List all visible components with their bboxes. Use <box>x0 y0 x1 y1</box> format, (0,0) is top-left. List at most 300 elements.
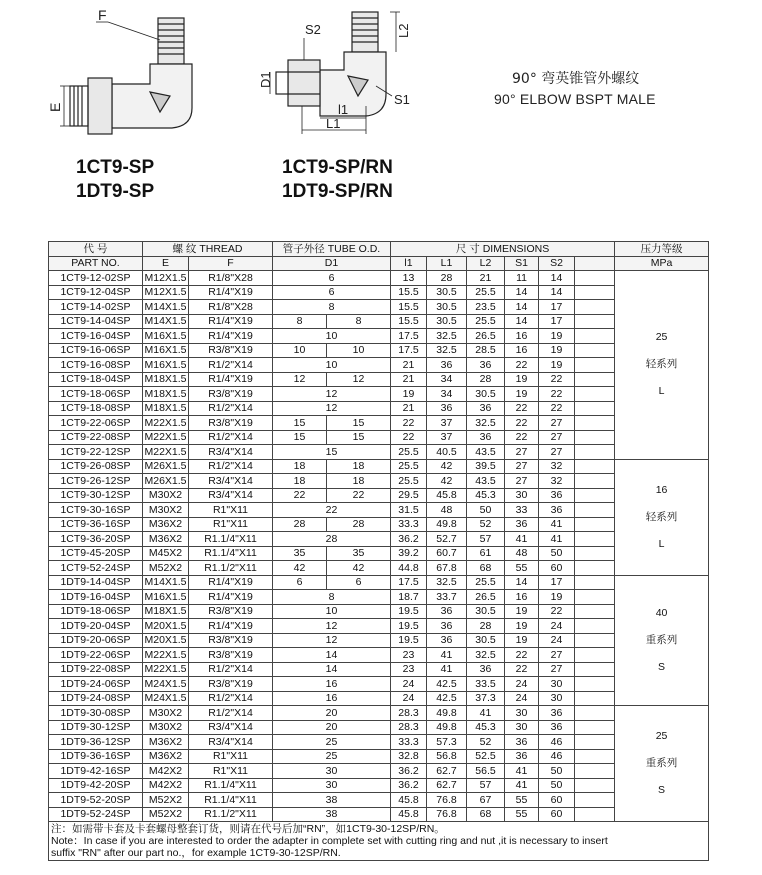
cell-thread-f: R1/4"X19 <box>189 619 273 634</box>
cell-s2: 17 <box>539 575 575 590</box>
cell-l2: 32.5 <box>467 416 505 431</box>
cell-l2: 39.5 <box>467 459 505 474</box>
cell-l1-small: 45.8 <box>391 807 427 822</box>
cell-d1: 12 <box>273 387 391 402</box>
cell-s1: 27 <box>505 474 539 489</box>
cell-l1: 49.8 <box>427 706 467 721</box>
cell-part-no: 1CT9-12-02SP <box>49 271 143 286</box>
cell-s2: 46 <box>539 735 575 750</box>
header-s1: S1 <box>505 256 539 271</box>
header-d1: D1 <box>273 256 391 271</box>
cell-l2: 61 <box>467 546 505 561</box>
cell-blank <box>575 488 615 503</box>
cell-s1: 41 <box>505 778 539 793</box>
header-pressure-unit: MPa <box>615 256 709 271</box>
cell-blank <box>575 590 615 605</box>
cell-thread-f: R1/8"X28 <box>189 271 273 286</box>
cell-d1: 20 <box>273 706 391 721</box>
cell-l1-small: 33.3 <box>391 517 427 532</box>
cell-thread-f: R1.1/4"X11 <box>189 546 273 561</box>
cell-l2: 32.5 <box>467 648 505 663</box>
cell-blank <box>575 314 615 329</box>
drawing-label-l1: L1 <box>326 116 341 131</box>
cell-d1-b: 22 <box>327 488 391 503</box>
cell-part-no: 1CT9-52-24SP <box>49 561 143 576</box>
cell-blank <box>575 546 615 561</box>
table-row <box>49 561 709 576</box>
cell-l2: 56.5 <box>467 764 505 779</box>
cell-thread-f: R3/8"X19 <box>189 387 273 402</box>
cell-thread-f: R3/8"X19 <box>189 343 273 358</box>
cell-d1-b: 35 <box>327 546 391 561</box>
cell-thread-f: R1/4"X19 <box>189 314 273 329</box>
cell-l1: 56.8 <box>427 749 467 764</box>
cell-s2: 19 <box>539 590 575 605</box>
cell-d1: 15 <box>273 445 391 460</box>
cell-s2: 24 <box>539 619 575 634</box>
pressure-group-cell <box>615 271 709 460</box>
cell-thread-f: R1"X11 <box>189 517 273 532</box>
cell-s2: 14 <box>539 285 575 300</box>
cell-l1-small: 36.2 <box>391 778 427 793</box>
cell-l1-small: 39.2 <box>391 546 427 561</box>
cell-l1-small: 15.5 <box>391 300 427 315</box>
cell-thread-e: M16X1.5 <box>144 358 187 371</box>
cell-l2: 25.5 <box>467 575 505 590</box>
cell-part-no: 1CT9-18-06SP <box>49 387 143 402</box>
cell-thread-f: R1.1/4"X11 <box>189 778 273 793</box>
cell-d1-b: 18 <box>327 459 391 474</box>
cell-l1-small: 19.5 <box>391 633 427 648</box>
cell-l1-small: 44.8 <box>391 561 427 576</box>
cell-l1-small: 32.8 <box>391 749 427 764</box>
cell-s2: 17 <box>539 300 575 315</box>
cell-l1: 60.7 <box>427 546 467 561</box>
cell-blank <box>575 372 615 387</box>
cell-l2: 23.5 <box>467 300 505 315</box>
cell-s2: 32 <box>539 459 575 474</box>
cell-thread-f: R1/2"X14 <box>189 459 273 474</box>
cell-d1-b: 10 <box>327 343 391 358</box>
cell-d1-b: 28 <box>327 517 391 532</box>
table-row <box>49 285 709 300</box>
pressure-group-cell <box>615 706 709 822</box>
pressure-series-cn: 轻系列 <box>645 510 678 523</box>
cell-thread-f: R1.1/4"X11 <box>189 532 273 547</box>
cell-thread-e: M16X1.5 <box>144 329 187 342</box>
cell-l1-small: 33.3 <box>391 735 427 750</box>
cell-l1-small: 17.5 <box>391 343 427 358</box>
cell-l2: 36 <box>467 358 505 373</box>
cell-l1-small: 25.5 <box>391 474 427 489</box>
cell-d1: 14 <box>273 648 391 663</box>
cell-thread-e: M18X1.5 <box>144 373 187 386</box>
cell-thread-e: M52X2 <box>143 793 189 808</box>
cell-blank <box>575 300 615 315</box>
cell-blank <box>575 343 615 358</box>
cell-thread-f: R1/2"X14 <box>189 358 273 373</box>
cell-l1: 36 <box>427 633 467 648</box>
title-chinese: 90° 弯英锥管外螺纹 <box>512 71 640 87</box>
cell-l2: 36 <box>467 662 505 677</box>
cell-part-no: 1CT9-45-20SP <box>49 546 143 561</box>
cell-part-no: 1CT9-18-04SP <box>49 372 143 387</box>
cell-d1: 25 <box>273 735 391 750</box>
cell-s1: 16 <box>505 343 539 358</box>
cell-l1: 62.7 <box>427 778 467 793</box>
cell-blank <box>575 778 615 793</box>
cell-thread-f: R3/4"X14 <box>189 720 273 735</box>
cell-thread-f: R1/4"X19 <box>189 329 273 344</box>
cell-s1: 41 <box>505 764 539 779</box>
table-row <box>49 271 709 286</box>
cell-s2: 22 <box>539 604 575 619</box>
cell-d1: 30 <box>273 764 391 779</box>
cell-thread-e: M52X2 <box>143 561 189 576</box>
header-e: E <box>143 256 189 271</box>
cell-thread-e: M18X1.5 <box>144 605 187 618</box>
cell-l1: 28 <box>427 271 467 286</box>
cell-d1: 14 <box>273 662 391 677</box>
cell-s1: 30 <box>505 706 539 721</box>
note-cn: 注：如需带卡套及卡套螺母整套订货，则请在代号后加“RN”，如1CT9-30-12SP/RN。 <box>51 823 445 835</box>
pressure-series-cn: 轻系列 <box>645 358 678 371</box>
header-thread: 螺 纹 THREAD <box>143 242 273 257</box>
cell-s1: 22 <box>505 358 539 373</box>
table-row <box>49 677 709 692</box>
cell-blank <box>575 445 615 460</box>
cell-l1-small: 23 <box>391 648 427 663</box>
cell-l2: 25.5 <box>467 314 505 329</box>
cell-l2: 26.5 <box>467 590 505 605</box>
cell-l1: 34 <box>427 387 467 402</box>
cell-l2: 68 <box>467 561 505 576</box>
header-code-cn: 代 号 <box>49 242 143 257</box>
cell-s1: 22 <box>505 416 539 431</box>
cell-l2: 30.5 <box>467 604 505 619</box>
cell-d1: 6 <box>273 271 391 286</box>
cell-part-no: 1DT9-52-24SP <box>49 807 143 822</box>
drawing-label-e: E <box>47 102 63 112</box>
cell-l1-small: 36.2 <box>391 764 427 779</box>
cell-s2: 19 <box>539 358 575 373</box>
pressure-series-code: S <box>658 784 666 796</box>
cell-l2: 28.5 <box>467 343 505 358</box>
cell-s1: 22 <box>505 430 539 445</box>
cell-d1-a: 18 <box>273 459 327 474</box>
cell-s2: 36 <box>539 503 575 518</box>
part-label-right <box>282 156 393 204</box>
table-row <box>49 720 709 735</box>
note-en-line1: Note：In case if you are interested to order the adapter in complete set with cutting ring and nut ,it is necessary to insert <box>51 835 608 847</box>
cell-l1-small: 21 <box>391 401 427 416</box>
cell-s1: 14 <box>505 285 539 300</box>
cell-s2: 41 <box>539 532 575 547</box>
table-row <box>49 575 709 590</box>
cell-part-no: 1DT9-52-20SP <box>49 793 143 808</box>
cell-s1: 48 <box>505 546 539 561</box>
table-row <box>49 300 709 315</box>
cell-l1-small: 29.5 <box>391 488 427 503</box>
cell-l1: 42 <box>427 474 467 489</box>
cell-blank <box>575 749 615 764</box>
drawing-label-s2: S2 <box>305 22 321 37</box>
part-code-1dt9-sp: 1DT9-SP <box>76 181 155 202</box>
cell-l2: 43.5 <box>467 445 505 460</box>
cell-part-no: 1DT9-16-04SP <box>49 590 143 605</box>
cell-s2: 24 <box>539 633 575 648</box>
spec-table-container <box>48 241 708 861</box>
cell-thread-f: R3/8"X19 <box>189 416 273 431</box>
header-tube: 管子外径 TUBE O.D. <box>273 242 391 257</box>
cell-l1-small: 24 <box>391 691 427 706</box>
cell-d1: 10 <box>273 604 391 619</box>
cell-s1: 19 <box>505 372 539 387</box>
cell-l1: 48 <box>427 503 467 518</box>
header-f: F <box>189 256 273 271</box>
table-row <box>49 387 709 402</box>
pressure-series-code: L <box>658 537 665 550</box>
cell-d1: 20 <box>273 720 391 735</box>
drawing-label-l1-small: l1 <box>338 102 349 117</box>
header-row-1 <box>49 242 709 257</box>
cell-part-no: 1CT9-16-06SP <box>49 343 143 358</box>
cell-thread-e: M36X2 <box>143 517 189 532</box>
cell-s1: 16 <box>505 590 539 605</box>
header-l1-small: l1 <box>391 256 427 271</box>
cell-s2: 60 <box>539 793 575 808</box>
cell-s1: 41 <box>505 532 539 547</box>
cell-thread-e: M36X2 <box>143 735 189 750</box>
cell-l1: 45.8 <box>427 488 467 503</box>
cell-s1: 30 <box>505 488 539 503</box>
cell-l1: 62.7 <box>427 764 467 779</box>
cell-blank <box>575 720 615 735</box>
cell-blank <box>575 793 615 808</box>
cell-thread-f: R1"X11 <box>189 764 273 779</box>
cell-s1: 36 <box>505 517 539 532</box>
cell-blank <box>575 633 615 648</box>
table-row <box>49 416 709 431</box>
title-english: 90° ELBOW BSPT MALE <box>494 91 656 107</box>
cell-l2: 33.5 <box>467 677 505 692</box>
cell-s2: 27 <box>539 662 575 677</box>
header-pressure-cn: 压力等级 <box>615 242 709 257</box>
cell-l1-small: 19 <box>391 387 427 402</box>
cell-l1-small: 28.3 <box>391 706 427 721</box>
cell-l1: 34 <box>427 372 467 387</box>
cell-d1-a: 6 <box>273 575 327 590</box>
cell-l1-small: 25.5 <box>391 459 427 474</box>
cell-l2: 41 <box>467 706 505 721</box>
cell-part-no: 1CT9-14-04SP <box>49 314 143 329</box>
cell-part-no: 1CT9-36-20SP <box>49 532 143 547</box>
cell-l2: 43.5 <box>467 474 505 489</box>
cell-l2: 30.5 <box>467 633 505 648</box>
cell-d1-b: 15 <box>327 430 391 445</box>
cell-l1: 36 <box>427 604 467 619</box>
cell-d1: 28 <box>273 532 391 547</box>
cell-s2: 17 <box>539 314 575 329</box>
cell-s1: 16 <box>505 329 539 344</box>
cell-s2: 36 <box>539 706 575 721</box>
cell-thread-e: M52X2 <box>143 807 189 822</box>
cell-l1: 41 <box>427 662 467 677</box>
cell-blank <box>575 517 615 532</box>
cell-d1: 10 <box>273 329 391 344</box>
cell-d1-a: 22 <box>273 488 327 503</box>
cell-s2: 60 <box>539 807 575 822</box>
cell-thread-f: R1/4"X19 <box>189 285 273 300</box>
cell-l1: 40.5 <box>427 445 467 460</box>
cell-l2: 28 <box>467 372 505 387</box>
cell-s1: 19 <box>505 604 539 619</box>
table-row <box>49 764 709 779</box>
table-row <box>49 706 709 721</box>
table-row <box>49 488 709 503</box>
cell-l1-small: 22 <box>391 416 427 431</box>
cell-l1-small: 36.2 <box>391 532 427 547</box>
cell-thread-e: M22X1.5 <box>144 445 187 458</box>
cell-l2: 25.5 <box>467 285 505 300</box>
cell-s2: 27 <box>539 416 575 431</box>
cell-d1: 12 <box>273 633 391 648</box>
cell-s1: 22 <box>505 401 539 416</box>
cell-part-no: 1DT9-20-04SP <box>49 619 143 634</box>
table-row <box>49 633 709 648</box>
cell-l1: 36 <box>427 358 467 373</box>
pressure-value: 25 <box>655 730 668 742</box>
part-code-1ct9-sp-rn: 1CT9-SP/RN <box>282 157 393 178</box>
cell-thread-f: R1/2"X14 <box>189 430 273 445</box>
cell-part-no: 1DT9-20-06SP <box>49 633 143 648</box>
cell-s2: 36 <box>539 720 575 735</box>
cell-l2: 45.3 <box>467 488 505 503</box>
header-blank <box>575 256 615 271</box>
cell-thread-f: R1"X11 <box>189 749 273 764</box>
cell-d1-b: 15 <box>327 416 391 431</box>
cell-part-no: 1CT9-36-16SP <box>49 517 143 532</box>
cell-thread-e: M14X1.5 <box>144 300 187 313</box>
cell-d1: 6 <box>273 285 391 300</box>
cell-l1: 32.5 <box>427 343 467 358</box>
cell-d1-b: 18 <box>327 474 391 489</box>
cell-thread-e: M24X1.5 <box>144 692 187 705</box>
cell-part-no: 1CT9-26-08SP <box>49 459 143 474</box>
cell-thread-f: R1.1/4"X11 <box>189 793 273 808</box>
cell-d1-a: 8 <box>273 314 327 329</box>
cell-l1: 32.5 <box>427 575 467 590</box>
note-row <box>49 822 709 861</box>
cell-s2: 30 <box>539 677 575 692</box>
cell-l1: 30.5 <box>427 285 467 300</box>
cell-thread-f: R1"X11 <box>189 503 273 518</box>
cell-s2: 36 <box>539 488 575 503</box>
cell-l1-small: 19.5 <box>391 619 427 634</box>
pressure-group-cell <box>615 459 709 575</box>
cell-d1: 16 <box>273 691 391 706</box>
cell-l1: 49.8 <box>427 720 467 735</box>
cell-part-no: 1DT9-36-12SP <box>49 735 143 750</box>
cell-l2: 57 <box>467 532 505 547</box>
cell-blank <box>575 416 615 431</box>
cell-l1: 67.8 <box>427 561 467 576</box>
cell-part-no: 1CT9-22-06SP <box>49 416 143 431</box>
table-row <box>49 662 709 677</box>
cell-blank <box>575 604 615 619</box>
note-cell <box>49 822 709 861</box>
cell-l1: 57.3 <box>427 735 467 750</box>
cell-d1: 10 <box>273 358 391 373</box>
cell-l1-small: 21 <box>391 372 427 387</box>
cell-thread-e: M12X1.5 <box>144 271 187 284</box>
cell-blank <box>575 532 615 547</box>
part-label-left <box>76 156 154 204</box>
cell-l2: 36 <box>467 430 505 445</box>
cell-l1: 37 <box>427 430 467 445</box>
part-code-1ct9-sp: 1CT9-SP <box>76 157 155 178</box>
cell-thread-e: M30X2 <box>143 503 189 518</box>
cell-thread-f: R1/4"X19 <box>189 575 273 590</box>
cell-s2: 46 <box>539 749 575 764</box>
cell-d1: 16 <box>273 677 391 692</box>
cell-part-no: 1DT9-42-16SP <box>49 764 143 779</box>
cell-thread-f: R3/8"X19 <box>189 648 273 663</box>
cell-blank <box>575 677 615 692</box>
cell-l1: 49.8 <box>427 517 467 532</box>
cell-blank <box>575 271 615 286</box>
cell-part-no: 1CT9-14-02SP <box>49 300 143 315</box>
cell-thread-e: M30X2 <box>143 488 189 503</box>
part-code-1dt9-sp-rn: 1DT9-SP/RN <box>282 181 393 202</box>
cell-l2: 52 <box>467 517 505 532</box>
header-dimensions: 尺 寸 DIMENSIONS <box>391 242 615 257</box>
table-row <box>49 590 709 605</box>
cell-thread-f: R1/2"X14 <box>189 401 273 416</box>
cell-thread-e: M45X2 <box>143 546 189 561</box>
table-row <box>49 372 709 387</box>
table-row <box>49 619 709 634</box>
cell-s2: 22 <box>539 401 575 416</box>
pressure-series-code: L <box>658 385 665 398</box>
cell-d1: 12 <box>273 619 391 634</box>
cell-thread-f: R3/8"X19 <box>189 677 273 692</box>
drawing-label-d1: D1 <box>258 71 273 88</box>
pressure-value: 16 <box>655 483 668 496</box>
cell-l2: 52 <box>467 735 505 750</box>
cell-s1: 55 <box>505 561 539 576</box>
cell-l1: 76.8 <box>427 793 467 808</box>
cell-d1: 22 <box>273 503 391 518</box>
cell-blank <box>575 459 615 474</box>
cell-thread-e: M26X1.5 <box>144 460 187 473</box>
table-row <box>49 401 709 416</box>
cell-thread-f: R1.1/2"X11 <box>189 561 273 576</box>
cell-l2: 68 <box>467 807 505 822</box>
cell-part-no: 1DT9-18-06SP <box>49 604 143 619</box>
cell-l1-small: 15.5 <box>391 314 427 329</box>
cell-l1: 76.8 <box>427 807 467 822</box>
cell-d1: 8 <box>273 590 391 605</box>
cell-l1-small: 28.3 <box>391 720 427 735</box>
cell-s2: 60 <box>539 561 575 576</box>
cell-s2: 50 <box>539 764 575 779</box>
cell-l2: 26.5 <box>467 329 505 344</box>
cell-s2: 30 <box>539 691 575 706</box>
cell-d1-a: 18 <box>273 474 327 489</box>
cell-s1: 27 <box>505 445 539 460</box>
cell-l2: 36 <box>467 401 505 416</box>
